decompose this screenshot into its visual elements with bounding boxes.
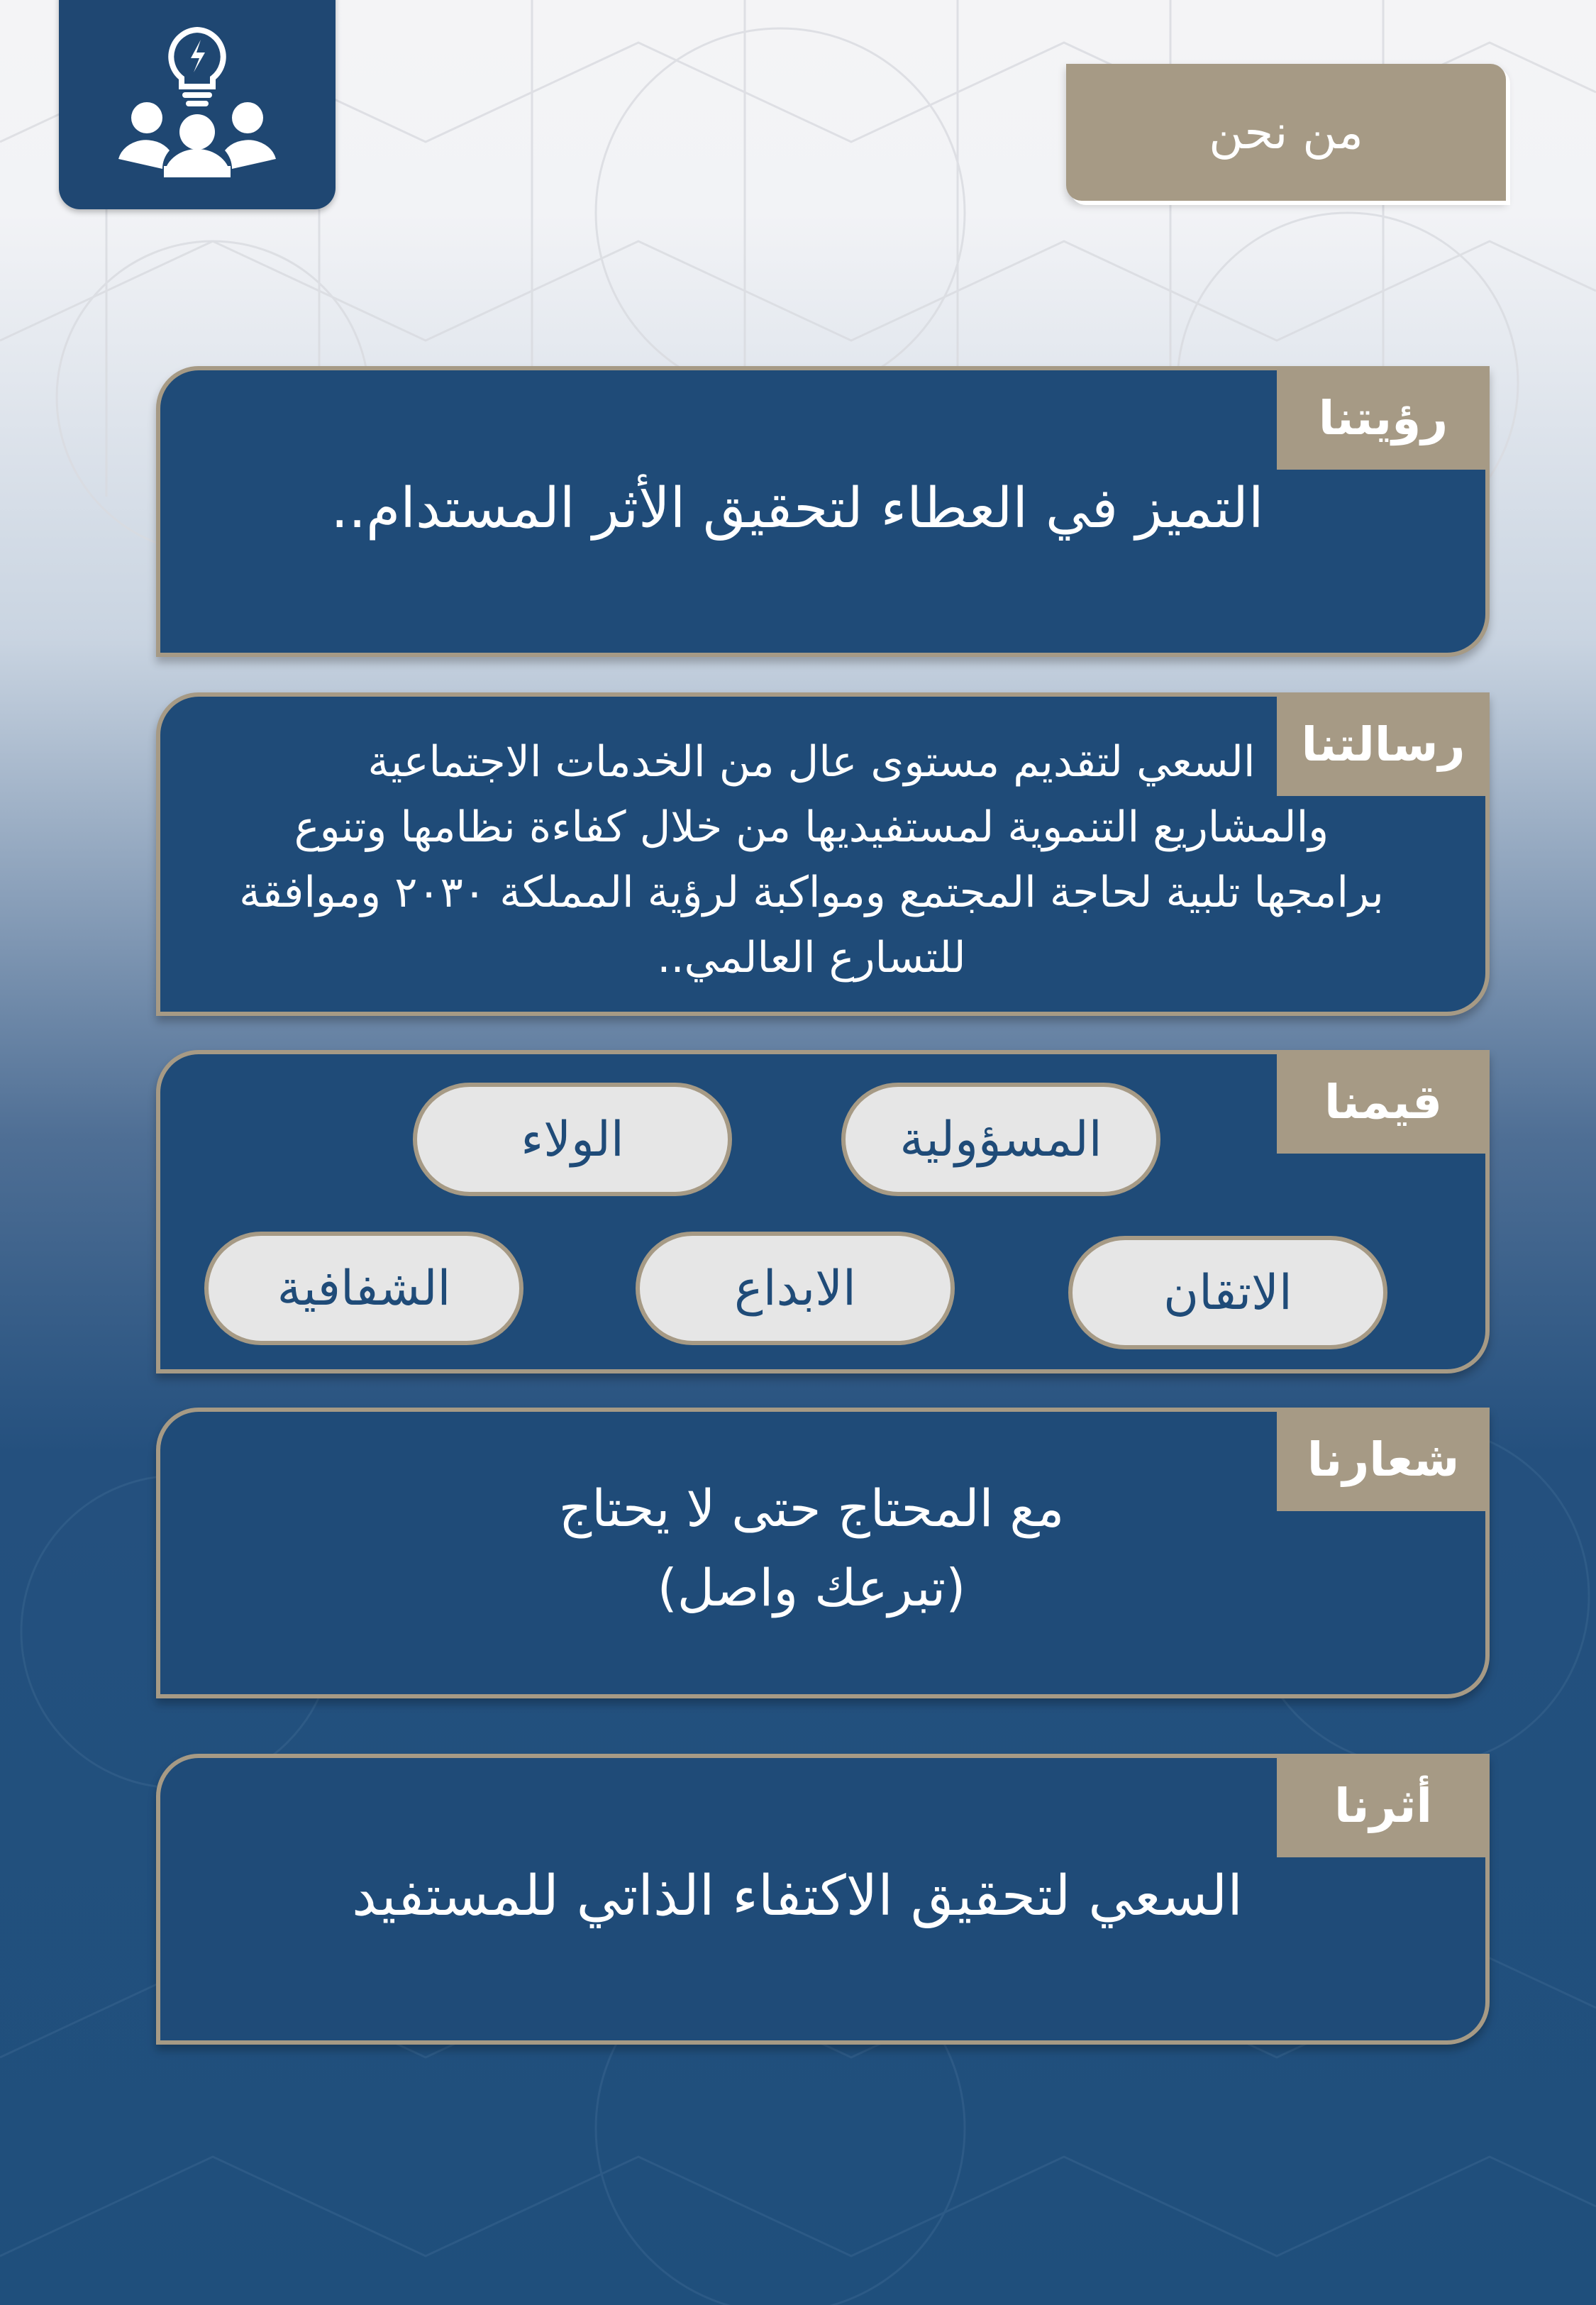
mission-line-1: السعي لتقديم مستوى عال من الخدمات الاجتماعية bbox=[367, 737, 1256, 787]
mission-line-2: والمشاريع التنموية لمستفيديها من خلال كفاءة نظامها وتنوع bbox=[294, 802, 1329, 852]
values-label: قيمنا bbox=[1277, 1050, 1490, 1154]
impact-text: السعي لتحقيق الاكتفاء الذاتي للمستفيد bbox=[352, 1864, 1243, 1928]
value-pill-responsibility: المسؤولية bbox=[841, 1083, 1160, 1196]
slogan-line-1: مع المحتاج حتى لا يحتاج bbox=[558, 1478, 1065, 1538]
value-pill-loyalty: الولاء bbox=[413, 1083, 732, 1196]
mission-label: رسالتنا bbox=[1277, 692, 1490, 796]
slogan-card bbox=[156, 1408, 1490, 1698]
mission-card bbox=[156, 692, 1490, 1016]
value-pill-creativity: الابداع bbox=[636, 1232, 955, 1345]
slogan-text bbox=[350, 1469, 1273, 1627]
mission-text bbox=[173, 729, 1450, 990]
mission-line-3: برامجها تلبية لحاجة المجتمع ومواكبة لرؤية المملكة ٢٠٣٠ وموافقة bbox=[239, 868, 1384, 917]
impact-label: أثرنا bbox=[1277, 1754, 1490, 1857]
vision-label: رؤيتنا bbox=[1277, 366, 1490, 470]
value-pill-mastery: الاتقان bbox=[1068, 1236, 1387, 1349]
slogan-line-2: (تبرعك واصل) bbox=[657, 1558, 966, 1618]
value-pill-transparency: الشفافية bbox=[204, 1232, 523, 1345]
slogan-label: شعارنا bbox=[1277, 1408, 1490, 1511]
mission-line-4: للتسارع العالمي.. bbox=[657, 933, 966, 983]
logo-box bbox=[59, 0, 336, 209]
vision-text: التميز في العطاء لتحقيق الأثر المستدام.. bbox=[331, 477, 1264, 541]
vision-card bbox=[156, 366, 1490, 657]
impact-card bbox=[156, 1754, 1490, 2045]
values-card bbox=[156, 1050, 1490, 1373]
team-idea-icon bbox=[59, 0, 336, 209]
page-title: من نحن bbox=[1066, 64, 1506, 201]
